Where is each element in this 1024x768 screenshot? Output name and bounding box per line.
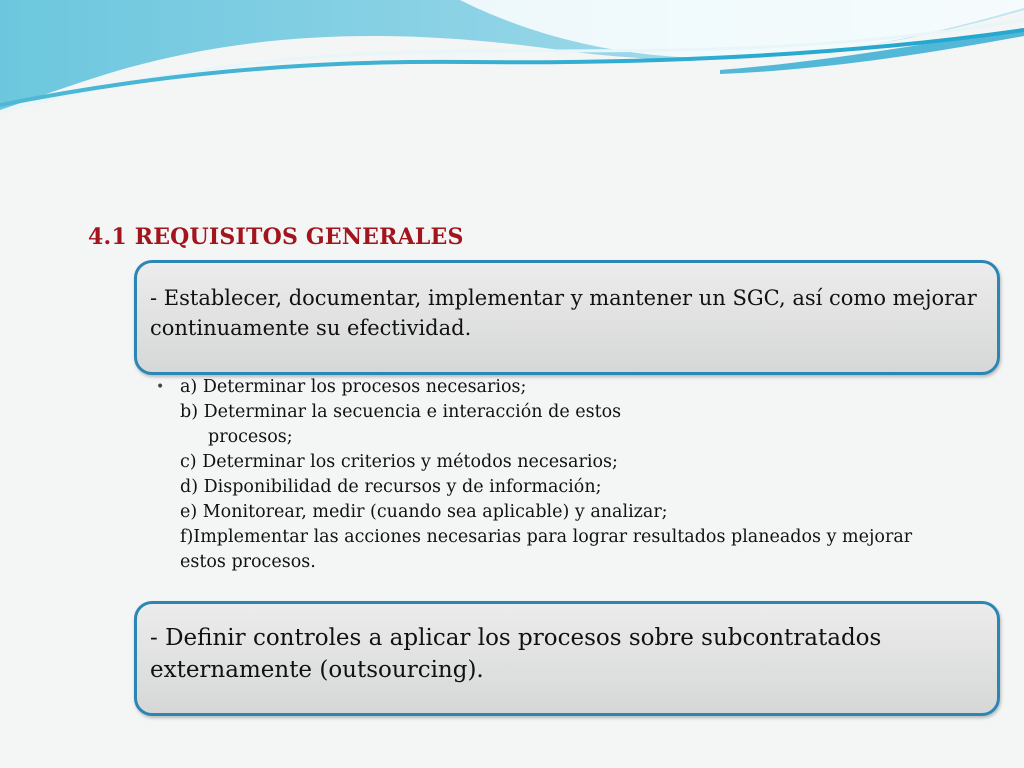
requirement-box-2 xyxy=(134,601,1000,716)
list-item: f)Implementar las acciones necesarias para lograr resultados planeados y mejorar xyxy=(180,527,913,547)
list-item: e) Monitorear, medir (cuando sea aplicable) y analizar; xyxy=(180,502,668,522)
list-item: c) Determinar los criterios y métodos necesarios; xyxy=(180,452,618,472)
requirement-box-1 xyxy=(134,260,1000,375)
requirement-text-2: - Definir controles a aplicar los procesos sobre subcontratados externamente (outsourcing). xyxy=(150,624,882,683)
list-item: a) Determinar los procesos necesarios; xyxy=(180,377,527,397)
bullet-icon: • xyxy=(156,379,165,395)
list-item: d) Disponibilidad de recursos y de información; xyxy=(180,477,602,497)
header-wave-decoration xyxy=(0,0,1024,140)
list-item: procesos; xyxy=(208,427,293,447)
list-item: b) Determinar la secuencia e interacción de estos xyxy=(180,402,622,422)
requirements-list xyxy=(156,375,1006,575)
requirement-text-1: - Establecer, documentar, implementar y mantener un SGC, así como mejorar continuamente su efectividad. xyxy=(150,285,977,340)
list-item: estos procesos. xyxy=(180,552,316,572)
section-title: 4.1 REQUISITOS GENERALES xyxy=(88,224,464,250)
